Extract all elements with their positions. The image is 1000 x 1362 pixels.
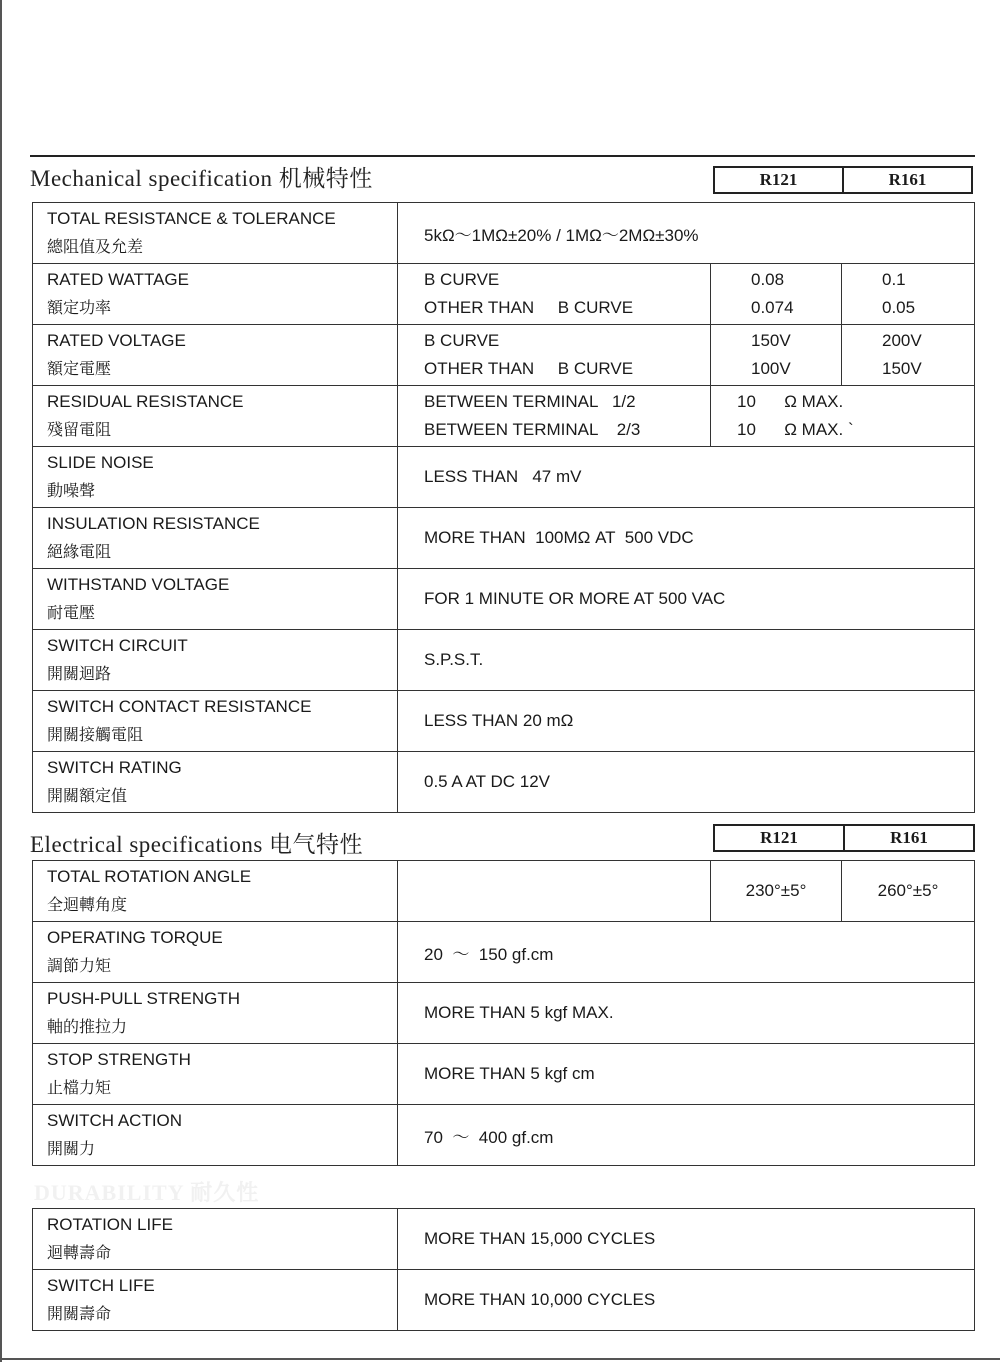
value-line: 0.074 xyxy=(751,298,794,317)
value-line: 10 Ω MAX. xyxy=(737,392,844,411)
spec-value: LESS THAN 20 mΩ xyxy=(398,691,975,752)
spec-label-zh: 開關力 xyxy=(47,1139,96,1158)
spec-condition xyxy=(398,264,711,325)
value-line: 0.1 xyxy=(882,270,906,289)
spec-value: 70 ～ 400 gf.cm xyxy=(398,1105,975,1166)
r121-value xyxy=(711,264,842,325)
spec-value: 0.5 A AT DC 12V xyxy=(398,752,975,813)
table-row xyxy=(33,691,975,752)
mechanical-section-title: Mechanical specification 机械特性 xyxy=(30,166,373,191)
spec-label xyxy=(33,922,398,983)
spec-label-en: INSULATION RESISTANCE xyxy=(47,514,260,533)
spec-value: MORE THAN 100MΩ AT 500 VDC xyxy=(398,508,975,569)
spec-label-zh: 開關額定值 xyxy=(47,786,128,805)
spec-label-zh: 總阻值及允差 xyxy=(47,237,144,256)
durability-section-title: DURABILITY 耐久性 xyxy=(34,1180,260,1205)
r161-value xyxy=(842,264,975,325)
spec-label-en: RESIDUAL RESISTANCE xyxy=(47,392,244,411)
model-r121-label: R121 xyxy=(760,828,798,847)
model-r161-label: R161 xyxy=(842,168,971,192)
electrical-spec-table xyxy=(32,860,975,1166)
r161-value xyxy=(842,325,975,386)
model-r121-label: R121 xyxy=(759,170,798,189)
spec-label-en: WITHSTAND VOLTAGE xyxy=(47,575,230,594)
table-row xyxy=(33,1044,975,1105)
table-row xyxy=(33,630,975,691)
spec-label xyxy=(33,569,398,630)
spec-label xyxy=(33,983,398,1044)
spec-condition xyxy=(398,386,711,447)
r161-value: 260°±5° xyxy=(842,861,975,922)
table-row xyxy=(33,752,975,813)
table-row xyxy=(33,1209,975,1270)
spec-label-en: STOP STRENGTH xyxy=(47,1050,191,1069)
condition-line: BETWEEN TERMINAL 2/3 xyxy=(424,420,641,439)
spec-label-en: OPERATING TORQUE xyxy=(47,928,223,947)
spec-value: 20 ～ 150 gf.cm xyxy=(398,922,975,983)
spec-label-zh: 全迴轉角度 xyxy=(47,895,128,914)
spec-value: 5kΩ～1MΩ±20% / 1MΩ～2MΩ±30% xyxy=(398,203,975,264)
value-line: 0.05 xyxy=(882,298,916,317)
condition-line: OTHER THAN B CURVE xyxy=(424,298,634,317)
spec-label-zh: 止檔力矩 xyxy=(47,1078,112,1097)
condition-line: BETWEEN TERMINAL 1/2 xyxy=(424,392,636,411)
spec-label-en: SWITCH ACTION xyxy=(47,1111,183,1130)
spec-label-zh: 迴轉壽命 xyxy=(47,1243,112,1262)
condition-line: B CURVE xyxy=(424,270,500,289)
section-rule xyxy=(30,155,975,157)
spec-label xyxy=(33,752,398,813)
condition-line: B CURVE xyxy=(424,331,500,350)
spec-label-zh: 軸的推拉力 xyxy=(47,1017,128,1036)
table-row xyxy=(33,1105,975,1166)
spec-label xyxy=(33,264,398,325)
spec-label-zh: 開關壽命 xyxy=(47,1304,112,1323)
residual-value xyxy=(711,386,975,447)
table-row xyxy=(33,203,975,264)
spec-value: LESS THAN 47 mV xyxy=(398,447,975,508)
spec-label xyxy=(33,203,398,264)
electrical-model-header xyxy=(713,824,975,852)
spec-label-zh: 絕緣電阻 xyxy=(47,542,112,561)
spec-label-en: SWITCH RATING xyxy=(47,758,182,777)
value-line: 150V xyxy=(882,359,922,378)
spec-label-zh: 調節力矩 xyxy=(47,956,112,975)
table-row xyxy=(33,508,975,569)
page-border-left xyxy=(0,0,2,1362)
spec-value: MORE THAN 5 kgf cm xyxy=(398,1044,975,1105)
spec-label-en: SLIDE NOISE xyxy=(47,453,154,472)
spec-label xyxy=(33,386,398,447)
model-r161-label: R161 xyxy=(843,826,973,850)
r121-value xyxy=(711,325,842,386)
spec-label xyxy=(33,1209,398,1270)
spec-label xyxy=(33,1044,398,1105)
spec-label-zh: 額定功率 xyxy=(47,298,112,317)
empty-cell xyxy=(398,861,711,922)
spec-label-zh: 開關接觸電阻 xyxy=(47,725,144,744)
table-row xyxy=(33,983,975,1044)
spec-value: MORE THAN 5 kgf MAX. xyxy=(398,983,975,1044)
durability-spec-table xyxy=(32,1208,975,1331)
spec-value: MORE THAN 15,000 CYCLES xyxy=(398,1209,975,1270)
table-row xyxy=(33,861,975,922)
spec-label-en: RATED WATTAGE xyxy=(47,270,189,289)
spec-label xyxy=(33,447,398,508)
spec-label-en: RATED VOLTAGE xyxy=(47,331,186,350)
spec-label xyxy=(33,691,398,752)
value-line: 10 Ω MAX. ` xyxy=(737,420,854,439)
condition-line: OTHER THAN B CURVE xyxy=(424,359,634,378)
spec-label-zh: 動噪聲 xyxy=(47,481,96,500)
spec-label-en: TOTAL RESISTANCE & TOLERANCE xyxy=(47,209,336,228)
spec-value: MORE THAN 10,000 CYCLES xyxy=(398,1270,975,1331)
mechanical-model-header xyxy=(713,166,973,194)
spec-label-en: SWITCH LIFE xyxy=(47,1276,155,1295)
spec-label xyxy=(33,508,398,569)
spec-label-zh: 耐電壓 xyxy=(47,603,96,622)
spec-label-en: SWITCH CONTACT RESISTANCE xyxy=(47,697,312,716)
page-border-bottom xyxy=(0,1358,1000,1360)
value-line: 200V xyxy=(882,331,922,350)
spec-label-zh: 開關迴路 xyxy=(47,664,112,683)
value-line: 0.08 xyxy=(751,270,785,289)
table-row xyxy=(33,325,975,386)
value-line: 150V xyxy=(751,331,791,350)
spec-condition xyxy=(398,325,711,386)
spec-value: S.P.S.T. xyxy=(398,630,975,691)
table-row xyxy=(33,386,975,447)
spec-label-en: PUSH-PULL STRENGTH xyxy=(47,989,241,1008)
electrical-section-title: Electrical specifications 电气特性 xyxy=(30,832,364,857)
table-row xyxy=(33,447,975,508)
mechanical-spec-table xyxy=(32,202,975,813)
spec-label xyxy=(33,1105,398,1166)
spec-label-zh: 額定電壓 xyxy=(47,359,112,378)
table-row xyxy=(33,569,975,630)
spec-label xyxy=(33,861,398,922)
spec-label xyxy=(33,630,398,691)
spec-label-en: ROTATION LIFE xyxy=(47,1215,173,1234)
table-row xyxy=(33,922,975,983)
spec-label xyxy=(33,1270,398,1331)
spec-label-en: SWITCH CIRCUIT xyxy=(47,636,188,655)
r121-value: 230°±5° xyxy=(711,861,842,922)
table-row xyxy=(33,264,975,325)
spec-label-zh: 殘留電阻 xyxy=(47,420,112,439)
spec-label-en: TOTAL ROTATION ANGLE xyxy=(47,867,252,886)
value-line: 100V xyxy=(751,359,791,378)
table-row xyxy=(33,1270,975,1331)
spec-label xyxy=(33,325,398,386)
spec-value: FOR 1 MINUTE OR MORE AT 500 VAC xyxy=(398,569,975,630)
